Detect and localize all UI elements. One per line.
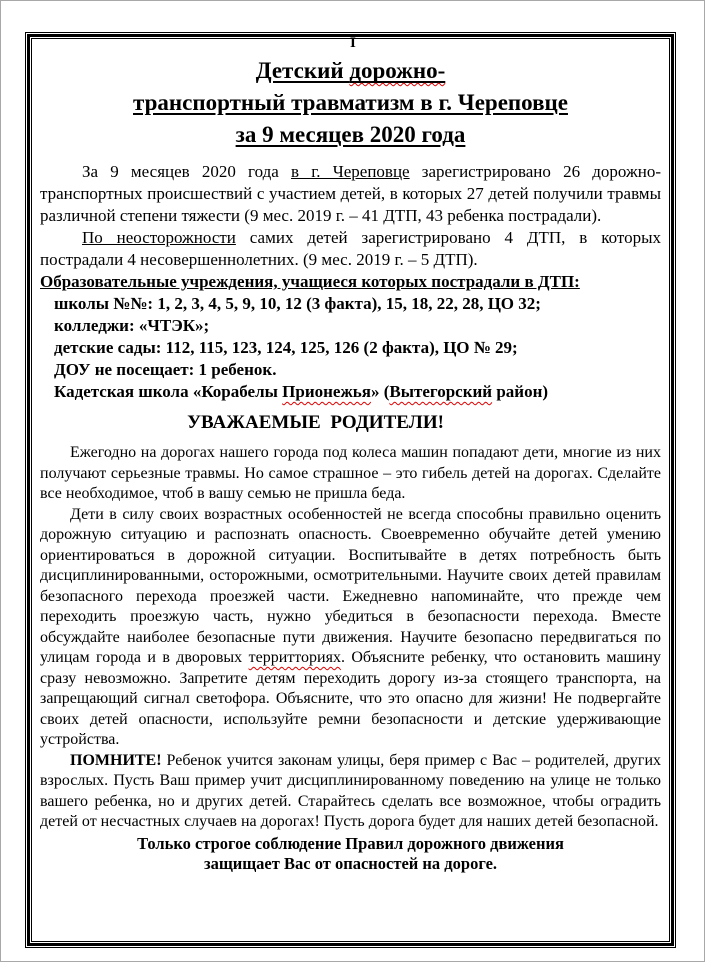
page-border-inner-line bbox=[31, 38, 670, 942]
misspelled-word: Вытегорский bbox=[389, 382, 493, 401]
footer-slogan-line-2: защищает Вас от опасностей на дороге. bbox=[203, 853, 498, 873]
appeal-paragraph-3: ПОМНИТЕ! Ребенок учится законам улицы, беря пример с Вас – родителей, других взрослых. Пусть Ваш пример учит дисциплинированному поведению на улице не только вашего ребенка, но и других детей. Старайтесь сделать все возможное, чтобы оградить детей от несчастных случаев на дорогах! Пусть дорога будет для наших детей безопасной. bbox=[40, 751, 661, 830]
document-title bbox=[60, 55, 641, 151]
statistics-section bbox=[40, 161, 661, 271]
appeal-paragraph-2: Дети в силу своих возрастных особенностей не всегда способны правильно оценить дорожную ситуацию и распознать опасность. Своевременно обучайте детей умению ориентироваться в дорожной ситуации. Воспитывайте в детях потребность быть дисциплинированными, осторожными, осмотрительными. Научите своих детей правилам безопасного перехода проезжей части. Ежедневно напоминайте, что прежде чем переходить проезжую часть, нужно убедиться в безопасности перехода. Вместе обсуждайте наиболее безопасные пути движения. Научите безопасно передвигаться по улицам города и в дворовых территториях. Объясните ребенку, что остановить машину сразу невозможно. Запретите детям переходить дорогу из-за стоящего транспорта, на запрещающий сигнал светофора. Объясните, что это опасно для жизни! Не подвергайте своих детей опасности, используйте ремни безопасности и детские удерживающие устройства. bbox=[40, 505, 661, 748]
stats-paragraph-2: По неосторожности самих детей зарегистрировано 4 ДТП, в которых пострадали 4 несовершеннолетних. (9 мес. 2019 г. – 5 ДТП). bbox=[40, 228, 661, 269]
underlined-phrase: По неосторожности bbox=[82, 228, 236, 247]
remember-emphasis: ПОМНИТЕ! bbox=[70, 751, 162, 769]
stats-paragraph-1: За 9 месяцев 2020 года в г. Череповце зарегистрировано 26 дорожно-транспортных происшествий с участием детей, в которых 27 детей получили травмы различной степени тяжести (9 мес. 2019 г. – 41 ДТП, 43 ребенка пострадали). bbox=[40, 162, 661, 225]
title-line-2: транспортный травматизм в г. Череповце bbox=[133, 90, 568, 115]
misspelled-word: дорожно- bbox=[349, 58, 446, 83]
text-cursor-artifact: I bbox=[350, 35, 356, 51]
appeal-text-section bbox=[40, 443, 661, 833]
page-content bbox=[32, 39, 669, 874]
education-heading: Образовательные учреждения, учащиеся которых пострадали в ДТП: bbox=[40, 272, 580, 291]
title-line-1: Детский дорожно- bbox=[255, 58, 446, 83]
education-not-attending-line: ДОУ не посещает: 1 ребенок. bbox=[54, 360, 277, 379]
education-colleges-line: колледжи: «ЧТЭК»; bbox=[54, 316, 210, 335]
appeal-paragraph-1: Ежегодно на дорогах нашего города под колеса машин попадают дети, многие из них получают серьезные травмы. Но самое страшное – это гибель детей на дорогах. Сделайте все необходимое, чтоб в вашу семью не пришла беда. bbox=[40, 444, 661, 502]
education-schools-line: школы №№: 1, 2, 3, 4, 5, 9, 10, 12 (3 факта), 15, 18, 22, 28, ЦО 32; bbox=[54, 294, 541, 313]
footer-slogan-line-1: Только строгое соблюдение Правил дорожного движения bbox=[137, 833, 564, 853]
page-border-middle-line bbox=[27, 34, 674, 946]
education-kindergartens-line: детские сады: 112, 115, 123, 124, 125, 126 (2 факта), ЦО № 29; bbox=[54, 338, 518, 357]
page-border bbox=[25, 32, 676, 948]
footer-slogan bbox=[40, 834, 661, 874]
education-cadet-school-line: Кадетская школа «Корабелы Прионежья» (Вытегорский район) bbox=[54, 382, 549, 401]
title-line-3: за 9 месяцев 2020 года bbox=[235, 122, 466, 147]
misspelled-word: территториях bbox=[248, 649, 341, 666]
misspelled-word: Прионежья bbox=[282, 382, 371, 401]
parents-heading: УВАЖАЕМЫЕ РОДИТЕЛИ! bbox=[187, 412, 444, 433]
education-institutions-section bbox=[40, 271, 661, 403]
underlined-phrase: в г. Череповце bbox=[291, 162, 410, 181]
